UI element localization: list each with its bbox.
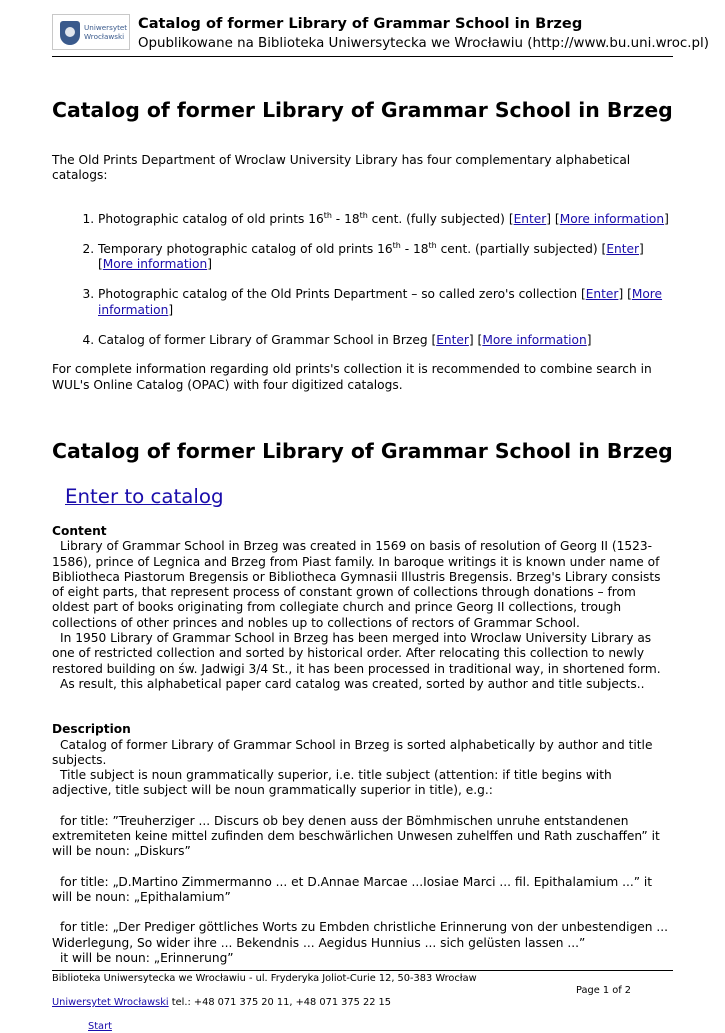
header-title: Catalog of former Library of Grammar School in Brzeg bbox=[138, 15, 583, 32]
start-link[interactable]: Start bbox=[88, 1021, 112, 1032]
main-content bbox=[52, 97, 673, 966]
sup-th: th bbox=[359, 210, 368, 220]
catalog-list bbox=[52, 212, 673, 349]
intro-text: The Old Prints Department of Wroclaw University Library has four complementary alphabetical catalogs: bbox=[52, 153, 631, 183]
page-header bbox=[52, 14, 709, 57]
item-text: Photographic catalog of the Old Prints Department – so called zero's collection bbox=[98, 287, 581, 302]
item-mid: - 18 bbox=[331, 211, 360, 226]
enter-link[interactable]: Enter bbox=[606, 241, 640, 256]
sup-th: th bbox=[428, 240, 437, 250]
description-paragraph: Catalog of former Library of Grammar School in Brzeg is sorted alphabetically by author and title subjects. bbox=[52, 737, 653, 767]
logo-line2: Wrocławski bbox=[84, 31, 125, 41]
item-text: Photographic catalog of old prints 16 bbox=[98, 211, 324, 226]
page-number: Page 1 of 2 bbox=[576, 985, 631, 996]
list-item: 3. Photographic catalog of the Old Prints Department – so called zero's collection [Enter] [More information] bbox=[98, 287, 673, 318]
enter-link[interactable]: Enter bbox=[513, 211, 547, 226]
footer-cut-text bbox=[88, 1021, 112, 1033]
footer-phones: tel.: +48 071 375 20 11, +48 071 375 22 15 bbox=[168, 997, 392, 1008]
university-link[interactable]: Uniwersytet Wrocławski bbox=[52, 997, 169, 1008]
item-text: Temporary photographic catalog of old prints 16 bbox=[98, 241, 393, 256]
spacer bbox=[52, 860, 673, 875]
example-paragraph-tail: it will be noun: „Erinnerung” bbox=[60, 950, 234, 965]
list-item: 1. Photographic catalog of old prints 16th - 18th cent. (fully subjected) [Enter] [More information] bbox=[98, 212, 673, 227]
content-paragraph: Library of Grammar School in Brzeg was created in 1569 on basis of resolution of Georg II (1523-1586), prince of Legnica and Brzeg from Piast family. In baroque writings it is known under name of Bibliotheca Piastorum Bregensis or Bibliotheca Gymnasii Illustris Bregensis. Brzeg's Library consists of eight parts, that represent process of constant grown of collections through donations – from oldest part of books originating from collegiate church and prince Georg II collections, trough collections of other princes and nobles up to collections of rectors of Grammar School. bbox=[52, 539, 661, 630]
page-title: Catalog of former Library of Grammar School in Brzeg bbox=[52, 98, 673, 122]
sup-th: th bbox=[323, 210, 332, 220]
content-paragraph: In 1950 Library of Grammar School in Brzeg has been merged into Wroclaw University Library as one of restricted collection and sorted by historical order. After relocating this collection to newly restored building on św. Jadwigi 3/4 St., it has been processed in traditional way, in shortened form. bbox=[52, 631, 661, 676]
description-paragraph: Title subject is noun grammatically superior, i.e. title subject (attention: if title begins with adjective, title subject will be noun grammatically superior in title), e.g.: bbox=[52, 768, 612, 798]
list-item: 4. Catalog of former Library of Grammar School in Brzeg [Enter] [More information] bbox=[98, 333, 673, 348]
crest-icon bbox=[60, 21, 80, 45]
enter-link[interactable]: Enter bbox=[436, 333, 469, 348]
example-paragraph: for title: „Der Prediger göttliches Worts zu Embden christliche Erinnerung von der unbestendigen ... Widerlegung, So wider ihre ... Bekendnis ... Aegidus Hunnius ... sich gelüsten lassen ...” bbox=[52, 920, 668, 950]
sup-th: th bbox=[392, 240, 401, 250]
spacer bbox=[52, 905, 673, 920]
more-information-link[interactable]: More information bbox=[482, 333, 587, 348]
item-text: Catalog of former Library of Grammar School in Brzeg bbox=[98, 333, 432, 348]
example-paragraph: for title: ”Treuherziger ... Discurs ob bey denen auss der Bömhmischen unruhe entstandenen extremiteten keine mittel zufinden dem beschwärlichen Unwesen zuhelffen und Rath zuschaffen” it will be noun: „Diskurs” bbox=[52, 813, 660, 859]
item-tail: cent. (fully subjected) bbox=[367, 211, 509, 226]
footer-address: Biblioteka Uniwersytecka we Wrocławiu - ul. Fryderyka Joliot-Curie 12, 50-383 Wrocław bbox=[52, 973, 477, 984]
section-title: Catalog of former Library of Grammar School in Brzeg bbox=[52, 438, 673, 463]
logo-text bbox=[84, 24, 127, 41]
logo-line1: Uniwersytet bbox=[84, 23, 128, 32]
more-information-link[interactable]: More information bbox=[98, 287, 663, 317]
university-logo bbox=[52, 14, 130, 50]
example-paragraph: for title: „D.Martino Zimmermanno ... et D.Annae Marcae ...Iosiae Marci ... fil. Epithalamium ...” it will be noun: „Epithalamium” bbox=[52, 874, 653, 904]
outro-text: For complete information regarding old prints's collection it is recommended to combine search in WUL's Online Catalog (OPAC) with four digitized catalogs. bbox=[52, 362, 652, 392]
header-subtitle: Opublikowane na Biblioteka Uniwersytecka we Wrocławiu (http://www.bu.uni.wroc.pl) bbox=[138, 36, 709, 51]
more-information-link[interactable]: More information bbox=[559, 211, 665, 226]
content-heading: Content bbox=[52, 523, 107, 538]
enter-to-catalog-link[interactable]: Enter to catalog bbox=[65, 484, 224, 508]
spacer bbox=[52, 692, 673, 722]
list-item: 2. Temporary photographic catalog of old prints 16th - 18th cent. (partially subjected) [Enter] [More information] bbox=[98, 242, 673, 273]
page-footer bbox=[52, 970, 673, 1032]
content-paragraph: As result, this alphabetical paper card catalog was created, sorted by author and title subjects.. bbox=[60, 676, 645, 691]
description-heading: Description bbox=[52, 722, 131, 737]
spacer bbox=[52, 799, 673, 814]
item-tail: cent. (partially subjected) bbox=[436, 241, 602, 256]
more-information-link[interactable]: More information bbox=[102, 257, 208, 272]
item-mid: - 18 bbox=[400, 241, 429, 256]
footer-contact bbox=[52, 997, 391, 1009]
enter-link[interactable]: Enter bbox=[585, 287, 619, 302]
